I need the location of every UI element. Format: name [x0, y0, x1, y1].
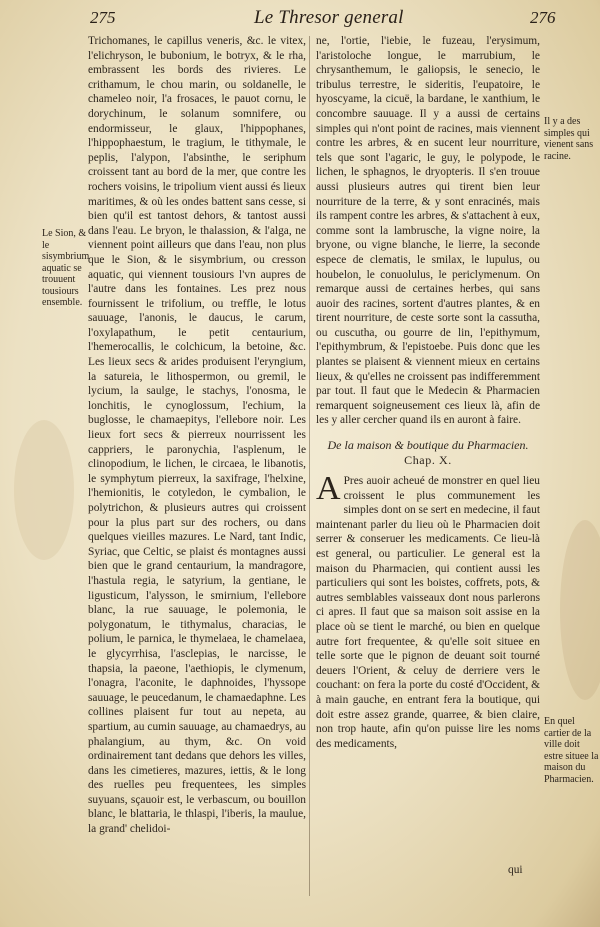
- left-column-text: Trichomanes, le capillus veneris, &c. le vitex, l'elichryson, le bubonium, le botryx, & le rha, embrassent les bords des rivieres. Le crithamum, le chou marin, ou soldanelle, le chameleo noir, l'a frosaces, le pauot cornu, le dorychinum, le solanum somnifere, ou endormisseur, le glaux, l'hippophanes, l'hippophaestum, le tragium, le tithymale, le peplis, l'alypon, l'absinthe, le seriphum croissent tant au bord de la mer, que contre les rochers voisins, le tripolium vient aussi és lieux maritimes, & où les ondes battent sans cesse, si bien qu'il est tantost dehors, & tantost aussi dans l'eau. Le bryon, le thalassion, & l'alga, ne viennent point ailleurs que dans l'eau, non plus que le Sion, & le sisymbrium, ou cresson aquatic, qui viennent tousiours l'vn aupres de l'autre dans les fontaines. Les prez nous fournissent le trifolium, ou treffle, le lotus sauuage, l'anonis, le daucus, le carum, l'oxylapathum, le petit centaurium, l'hemerocallis, le colchicum, la betoine, &c. Les lieux secs & arides produisent l'eryngium, la satureia, le lithospermon, ou gremil, le lycium, la saulge, le stachys, l'onosma, le lonchitis, le cynoglossum, l'echium, la buglosse, le chamaepitys, l'ellebore noir. Les lieux fort secs & pierreux nourrissent les cappriers, le paronychia, l'asplenum, le clinopodium, le lichen, le circaea, le libanotis, le symphytum pierreux, la saxifrage, l'helxine, l'hemionitis, le cotyledon, le cymbalion, le polytrichon, & plusieurs autres qui croissent pour la plus part sur des rochers, ou dans quelques vieilles mazures. Le Nard, tant Indic, Syriac, que Celtic, se plaist és montagnes aussi bien que le grand centaurium, la mandragore, l'hastula regia, le satyrium, la gentiane, le ligusticum, l'alysson, le smirnium, l'ellebore blanc, la rue sauuage, le polemonia, le polygonatum, le tithymalus, characias, le polium, le parnica, le thymelaea, le chamelaea, le glycyrrhisa, l'asclepias, le narcisse, le thapsia, la paeone, l'aethiopis, le clymenum, l'onagra, l'aconite, le daphnoides, l'hyssope sauuage, le peucedanum, le chamaedaphne. Les collines plaisent fur tout au nepeta, au spartium, au cumin sauuage, au chamaedrys, au phalangium, au thym, &c. On void ordinairement tant dedans que dehors les villes, dans les cimetieres, mazures, iettis, & le long des ruelles peu frequentees, les simples suyuans, sçauoir est, le verbascum, ou bouillon blanc, le blattaria, le thlaspi, l'iberis, la maulue, la grand' chelidoi-: [88, 35, 306, 836]
- margin-note-right-top: Il y a des simples qui vienent sans racine.: [544, 116, 594, 162]
- catchword: qui: [508, 864, 523, 876]
- chapter-heading: [316, 438, 540, 468]
- running-head: Le Thresor general: [254, 7, 404, 28]
- margin-note-left: Le Sion, & le sisymbrium aquatic se trouuent tousiours ensemble.: [42, 228, 90, 308]
- right-column-paragraph-2: [316, 470, 541, 751]
- paper-stain: [14, 420, 74, 560]
- drop-cap-letter: A: [316, 470, 341, 508]
- paper-stain: [560, 520, 600, 700]
- page-number-right: 276: [530, 8, 556, 27]
- margin-note-right-bottom: En quel cartier de la ville doit estre situee la maison du Pharmacien.: [544, 716, 599, 785]
- page-number-left: 275: [90, 8, 116, 27]
- right-column-paragraph-1: ne, l'ortie, l'iebie, le fuzeau, l'erysimum, l'aristoloche longue, le marrubium, le chrysanthemum, le galiopsis, le senecio, le tribulus terrestre, le sideritis, l'eupatoire, le hyoscyame, la cicuë, la bardane, le xanthium, le concombre sauuage. Il y a aussi de certains simples qui n'ont point de racines, mais viennent contre les arbres, & en sucent leur nourriture, tels que sont l'agaric, le guy, le polypode, le lichen, le sphagnos, le dryopteris. Il s'en trouue aussi plusieurs autres qui tirent bien leur nourriture de la terre, & y sont enracinés, mais ils rampent contre les arbres, & s'attachent à eux, comme sont la lambrusche, la vigne noire, la bryone, ou vigne blanche, le lierre, la seconde espece de clematis, le smilax, le lupulus, ou houbelon, le conuolulus, le periclymenum. On remarque aussi de certaines herbes, qui sans auoir des racines, sortent d'autres plantes, & en tirent nourriture, de ceste sorte sont la cassutha, ou cuscutha, ou gourre de lin, l'epithymum, l'epithymbrum, & l'epistoebe. Puis donc que les plantes se plaisent & viennent mieux en certains lieux, & qu'elles ne croissent pas indifferemment par tout. Il faut que le Medecin & Pharmacien remarquent soigneusement ces lieux là, afin de les y aller cercher quand ils en auront à faire.: [316, 35, 540, 427]
- chapter-title: De la maison & boutique du Pharmacien.: [327, 438, 529, 453]
- left-column: [88, 34, 306, 837]
- page-header: [0, 6, 600, 32]
- paragraph-2-text: Pres auoir acheué de monstrer en quel lieu croissent le plus communement les simples dont on se sert en medecine, il faut maintenant parler du lieu où le Pharmacien doit serrer & conseruer les medicaments. Ce lieu-là est general, ou particulier. Le general est la maison du Pharmacien, qui contient aussi les particuliers qui sont les boistes, coffrets, pots, & autres semblables vaisseaux dont nous parlerons ci apres. Il faut que sa maison soit assise en la place où se tient le marché, ou bien en quelque autre fort frequentee, & qu'elle soit situee en telle sorte que le pignon de deuant soit tourné deuers l'Orient, & celuy de derriere vers le couchant: on fera la porte du costé d'Occident, & à main gauche, en entrant fera la boutique, qui doit estre assez grande, quarree, & bien claire, non trop haute, afin qu'on puisse lire les noms des medicaments,: [316, 475, 541, 750]
- right-column: [316, 34, 540, 751]
- column-divider: [309, 36, 310, 896]
- chapter-number: Chap. X.: [404, 453, 452, 468]
